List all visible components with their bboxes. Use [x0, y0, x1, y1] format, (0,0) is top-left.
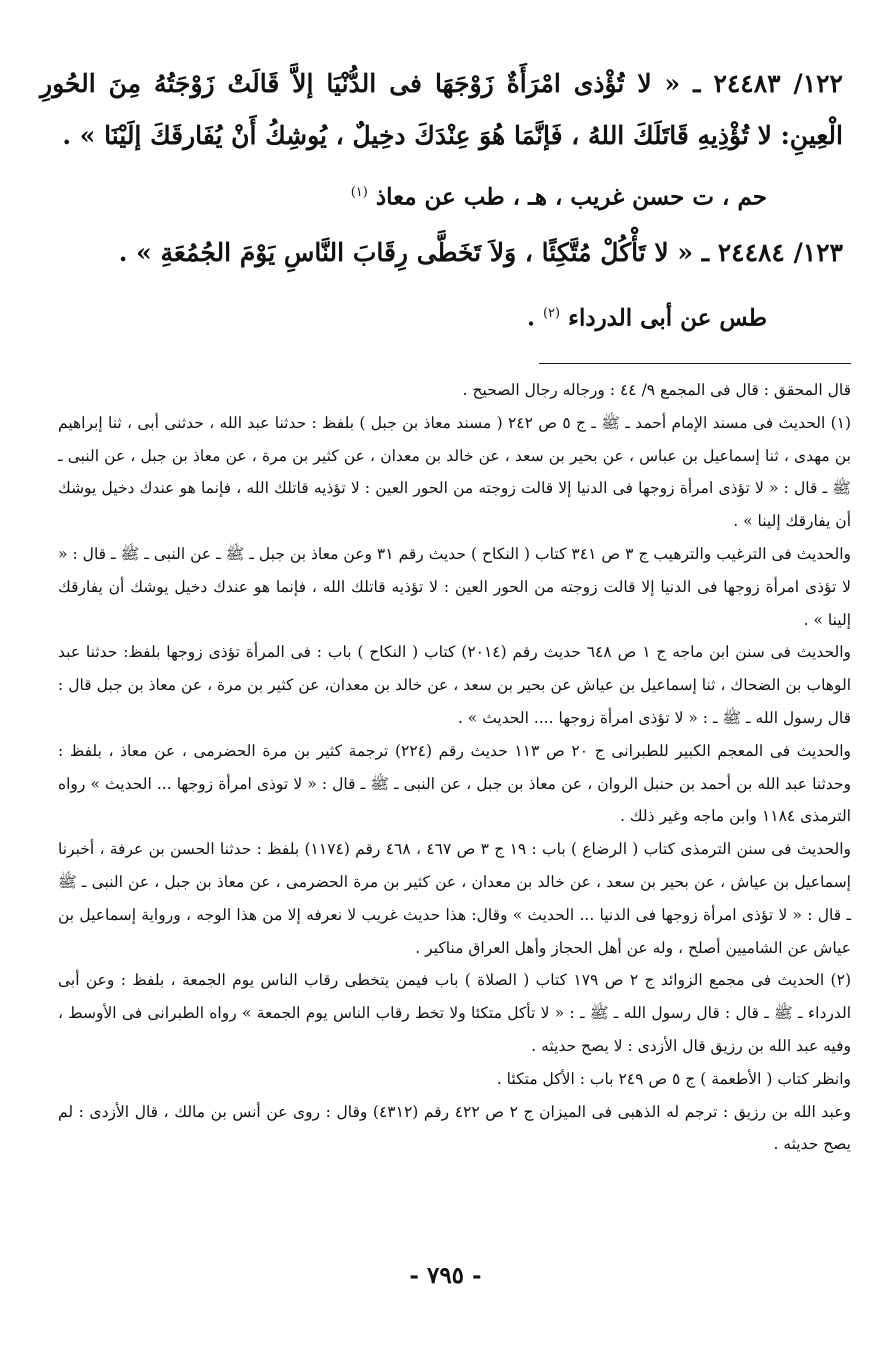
footnote-2-para: وعبد الله بن رزيق : ترجم له الذهبى فى الميزان ج ٢ ص ٤٢٢ رقم (٤٣١٢) وقال : روى عن أنس بن مالك ، قال الأزدى : لم يصح حديثه . — [58, 1102, 851, 1154]
hadith-source: حم ، ت حسن غريب ، هـ ، طب عن معاذ $^{(١)}$ — [350, 183, 767, 211]
hadith-number: ١٢٢/ ٢٤٤٨٣ ـ — [693, 69, 843, 98]
hadith-123 — [40, 227, 843, 279]
footnote-2-para: (٢) الحديث فى مجمع الزوائد ج ٢ ص ١٧٩ كتاب ( الصلاة ) باب فيمن يتخطى رقاب الناس يوم الجمعة ، بلفظ : وعن أبى الدرداء ـ ﷺ ـ قال : قال رسول الله ـ ﷺ ـ : « لا تأكل متكئا ولا تخط رقاب الناس يوم الجمعة » رواه الطبرانى فى الأوسط ، وفيه عبد الله بن رزيق قال الأزدى : لا يصح حديثه . — [58, 971, 851, 1055]
hadith-text: « لا تُؤْذى امْرَأَةٌ زَوْجَهَا فى الدُّنْيَا إلاَّ قَالَتْ زَوْجَتُهُ مِنَ الحُورِ الْعِينِ: لا تُؤْذِيهِ قَاتَلَكَ اللهُ ، فَإنَّمَا هُوَ عِنْدَكَ دخِيلٌ ، يُوشِكُ أَنْ يُفَارقَكَ إلَيْنَا » . — [40, 69, 843, 150]
footnote-1-para: (١) الحديث فى مسند الإمام أحمد ـ ﷺ ـ ج ٥ ص ٢٤٢ ( مسند معاذ بن جبل ) بلفظ : حدثنا عبد الله ، حدثنى أبى ، ثنا إبراهيم بن مهدى ، ثنا إسماعيل بن عباس ، عن بحير بن سعد ، عن خالد بن معدان ، عن كثير بن مرة ، عن معاذ بن جبل ، عن النبى ـ ﷺ ـ قال : « لا تؤذى امرأة زوجها فى الدنيا إلا قالت زوجته من الحور العين : لا تؤذيه قاتلك الله ، فإنما هو عندك دخيل يوشك أن يفارقك إلينا » . — [58, 413, 852, 531]
footnote-divider — [539, 363, 851, 364]
investigator-note: قال المحقق : قال فى المجمع ٩/ ٤٤ : ورجاله رجال الصحيح . — [462, 381, 851, 399]
footnote-ref: (١) — [350, 185, 368, 200]
footnote-1-para: والحديث فى المعجم الكبير للطبرانى ج ٢٠ ص ١١٣ حديث رقم (٢٢٤) ترجمة كثير بن مرة الحضرمى ، عن معاذ ، بلفظ : وحدثنا عبد الله بن أحمد بن حنبل الروان ، عن معاذ بن جبل ، عن النبى ـ ﷺ ـ قال : « لا توذى امرأة زوجها ... الحديث » رواه الترمذى ١١٨٤ وابن ماجه وغير ذلك . — [58, 741, 851, 826]
footnotes — [58, 374, 851, 1161]
footnote-ref: (٢) — [542, 305, 561, 321]
footnote-1-para: والحديث فى سنن ابن ماجه ج ١ ص ٦٤٨ حديث رقم (٢٠١٤) كتاب ( النكاح ) باب : فى المرأة تؤذى زوجها بلفظ: حدثنا عبد الوهاب بن الضحاك ، ثنا إسماعيل بن عياش عن بحير بن سعد ، عن خالد بن معدان، عن كثير بن مرة ، عن معاذ بن جبل قال : قال رسول الله ـ ﷺ ـ : « لا تؤذى امرأة زوجها .... الحديث » . — [58, 643, 851, 727]
page-number: - ٧٩٥ - — [409, 1262, 482, 1289]
main-text — [40, 58, 843, 347]
footnote-2-para: وانظر كتاب ( الأطعمة ) ج ٥ ص ٢٤٩ باب : الأكل متكئا . — [496, 1069, 851, 1088]
hadith-122 — [40, 58, 843, 162]
hadith-text: « لا تَأْكُلْ مُتَّكِئًا ، وَلاَ تَخَطَّى رِقَابَ النَّاسِ يَوْمَ الجُمُعَةِ » . — [118, 237, 693, 267]
footnote-1-para: والحديث فى الترغيب والترهيب ج ٣ ص ٣٤١ كتاب ( النكاح ) حديث رقم ٣١ وعن معاذ بن جبل ـ ﷺ ـ عن النبى ـ ﷺ ـ قال : « لا تؤذى امرأة زوجها فى الدنيا إلا قالت زوجته من الحور العين : لا تؤذيه قاتلك الله ، فإنما هو عندك دخيل يوشك أن يفارقك إلينا » . — [58, 544, 851, 629]
hadith-source: طس عن أبى الدرداء $^{(٢)}$ . — [526, 304, 767, 332]
hadith-number: ١٢٣/ ٢٤٤٨٤ ـ — [701, 237, 843, 267]
footnote-1-para: والحديث فى سنن الترمذى كتاب ( الرضاع ) باب : ١٩ ج ٣ ص ٤٦٧ ، ٤٦٨ رقم (١١٧٤) بلفظ : حدثنا الحسن بن عرفة ، أخبرنا إسماعيل بن عياش ، عن بحير بن سعد ، عن خالد بن معدان ، عن كثير بن مرة الحضرمى ، عن معاذ بن جبل ، عن النبى ـ ﷺ ـ قال : « لا تؤذى امرأة زوجها فى الدنيا ... الحديث » وقال: هذا حديث غريب لا نعرفه إلا من هذا الوجه ، ورواية إسماعيل بن عياش عن الشاميين أصلح ، وله عن أهل الحجاز وأهل العراق مناكير . — [58, 840, 852, 957]
